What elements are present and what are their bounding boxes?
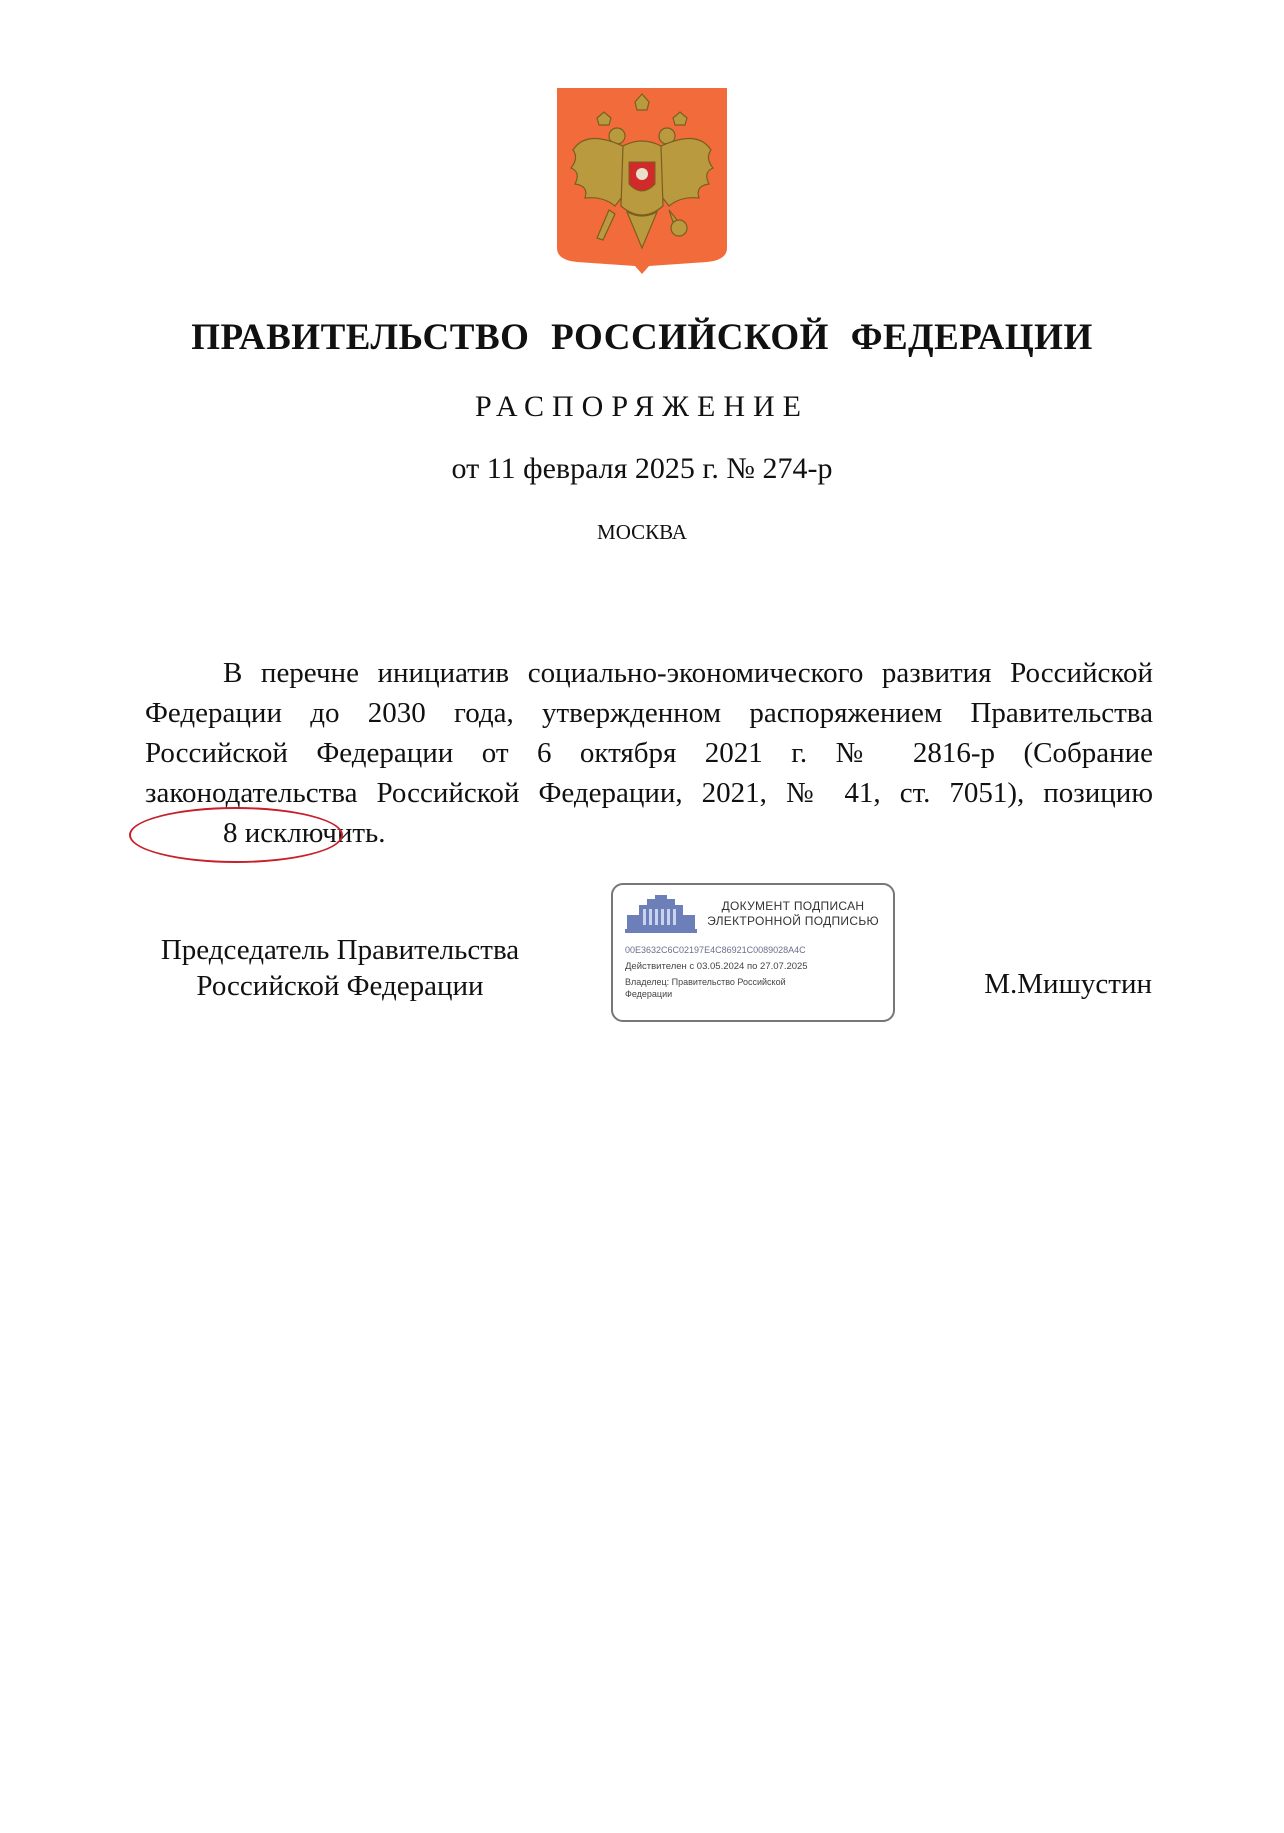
certificate-validity: Действителен с 03.05.2024 по 27.07.2025 [625,961,808,972]
stamp-heading [703,899,883,929]
signer-title-line1: Председатель Правительства [160,934,520,966]
stamp-heading-line2: ЭЛЕКТРОННОЙ ПОДПИСЬЮ [707,914,879,928]
circled-annotation [145,813,386,853]
certificate-owner: Владелец: Правительство Российской Федерации [625,977,786,999]
electronic-signature-stamp [611,883,895,1022]
stamp-heading-line1: ДОКУМЕНТ ПОДПИСАН [721,899,865,913]
document-city: МОСКВА [597,520,687,544]
signer-name: М.Мишустин [984,968,1152,1000]
document-type: РАСПОРЯЖЕНИЕ [474,390,810,423]
russian-coat-of-arms-icon [557,88,727,274]
signer-title-line2: Российской Федерации [196,970,484,1002]
certificate-serial: 00E3632C6C02197E4C86921C0089028A4C [625,945,806,955]
signer-title [140,932,540,1004]
circled-text: 8 исключить. [223,817,386,849]
order-body-text [145,653,1153,853]
body-text-main: В перечне инициатив социально-экономического развития Российской Федерации до 2030 года, утвержденном распоряжением Правительства Российской Федерации от 6 октября 2021 г. № 2816-р (Собрание законодательства Российской Федерации, 2021, № 41, ст. 7051), позицию [145,657,1153,809]
government-building-icon [625,895,697,935]
document-date-number: от 11 февраля 2025 г. № 274-р [451,452,833,485]
organization-title: ПРАВИТЕЛЬСТВО РОССИЙСКОЙ ФЕДЕРАЦИИ [191,317,1093,358]
